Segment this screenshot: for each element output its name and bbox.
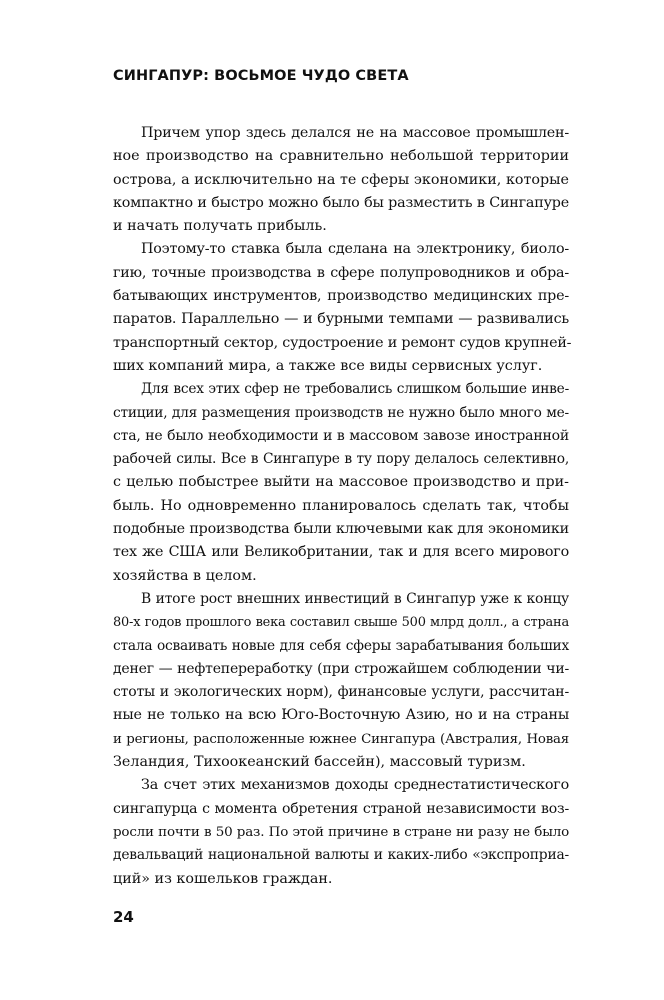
text-line: ций» из кошельков граждан.: [113, 870, 333, 887]
text-line: транспортный сектор, судостроение и ремонт судов крупней-: [113, 334, 572, 351]
page-number: 24: [113, 908, 134, 926]
text-line: быль. Но одновременно планировалось сделать так, чтобы: [113, 497, 569, 514]
text-line: ное производство на сравнительно небольшой территории: [113, 148, 569, 165]
text-line: За счет этих механизмов доходы среднестатистического: [141, 777, 569, 794]
text-line: хозяйства в целом.: [113, 567, 257, 584]
text-line: стала осваивать новые для себя сферы зарабатывания больших: [113, 637, 569, 654]
paragraph: [113, 378, 569, 588]
text-line: ста, не было необходимости и в массовом завозе иностранной: [113, 427, 569, 444]
text-line: стиции, для размещения производств не нужно было много ме-: [113, 404, 569, 421]
paragraph: [113, 122, 569, 238]
text-line: подобные производства были ключевыми как для экономики: [113, 521, 569, 538]
paragraph: [113, 238, 572, 378]
text-line: денег — нефтепереработку (при строжайшем соблюдении чи-: [113, 660, 569, 677]
text-line: острова, а исключительно на те сферы экономики, которые: [113, 171, 569, 188]
text-line: гию, точные производства в сфере полупроводников и обра-: [113, 264, 569, 281]
text-line: паратов. Параллельно — и бурными темпами — развивались: [113, 311, 569, 328]
text-line: Зеландия, Тихоокеанский бассейн), массовый туризм.: [113, 754, 526, 771]
running-head-title: СИНГАПУР: ВОСЬМОЕ ЧУДО СВЕТА: [113, 68, 409, 84]
text-line: Причем упор здесь делался не на массовое промышлен-: [141, 125, 569, 141]
text-line: ших компаний мира, а также все виды сервисных услуг.: [113, 357, 543, 374]
text-line: рабочей силы. Все в Сингапуре в ту пору делалось селективно,: [113, 451, 569, 468]
text-line: стоты и экологических норм), финансовые услуги, рассчитан-: [113, 684, 569, 701]
text-line: сингапурца с момента обретения страной независимости воз-: [113, 800, 569, 817]
text-line: 80-х годов прошлого века составил свыше 500 млрд долл., а страна: [113, 615, 569, 631]
text-line: компактно и быстро можно было бы разместить в Сингапуре: [113, 194, 569, 211]
paragraph: [113, 774, 569, 890]
text-line: Поэтому-то ставка была сделана на электронику, биоло-: [141, 241, 569, 258]
text-line: росли почти в 50 раз. По этой причине в стране ни разу не было: [113, 823, 569, 840]
text-line: Для всех этих сфер не требовались слишком большие инве-: [141, 381, 569, 398]
text-line: и регионы, расположенные южнее Сингапура (Австралия, Новая: [113, 731, 569, 747]
text-line: ные не только на всю Юго-Восточную Азию, но и на страны: [113, 707, 569, 724]
body-text: [113, 122, 572, 891]
text-line: с целью побыстрее выйти на массовое производство и при-: [113, 474, 569, 491]
text-line: девальваций национальной валюты и каких-либо «экспроприа-: [113, 847, 569, 864]
text-line: В итоге рост внешних инвестиций в Сингапур уже к концу: [141, 590, 569, 607]
paragraph: [113, 588, 569, 774]
text-line: и начать получать прибыль.: [113, 218, 327, 235]
text-line: батывающих инструментов, производство медицинских пре-: [113, 288, 569, 305]
text-line: тех же США или Великобритании, так и для всего мирового: [113, 544, 569, 561]
